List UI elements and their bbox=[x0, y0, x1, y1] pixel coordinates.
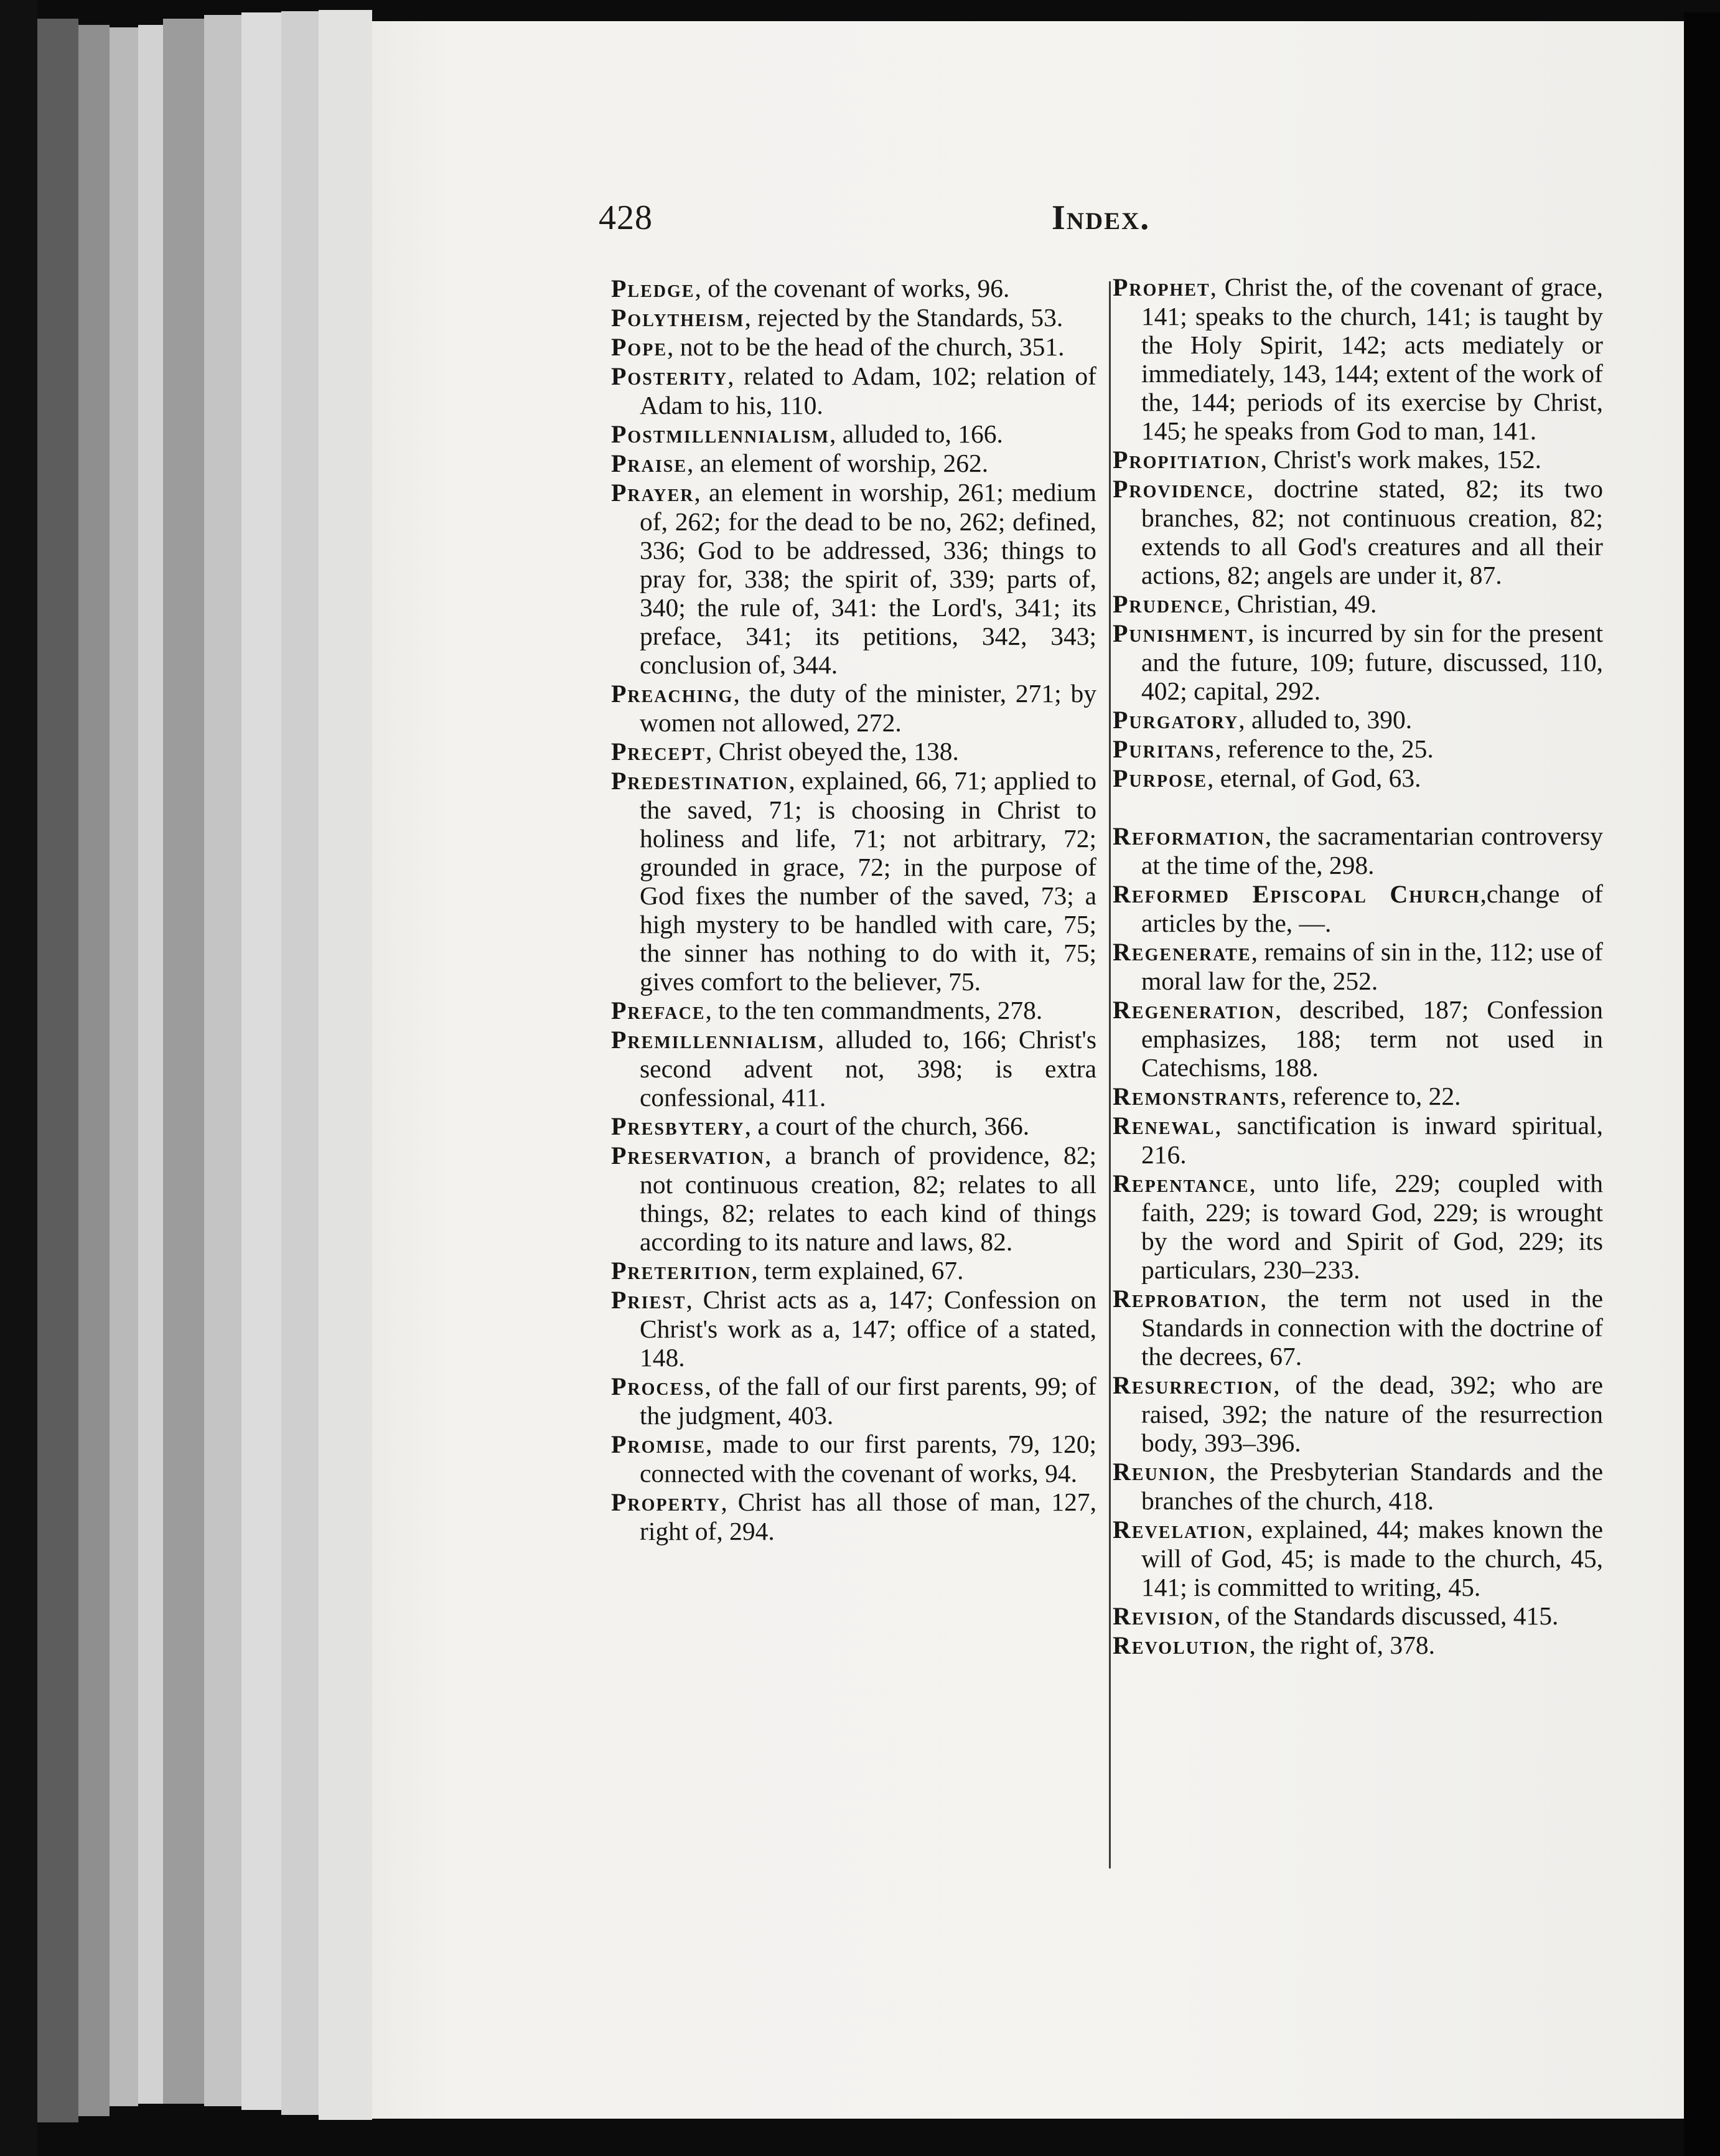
index-entry bbox=[1113, 734, 1603, 764]
index-entry-text: , the duty of the minister, 271; by women not allowed, 272. bbox=[640, 679, 1096, 737]
index-entry-text: , Christ obeyed the, 138. bbox=[706, 737, 959, 766]
index-entry bbox=[611, 1285, 1096, 1372]
index-entry-text: , remains of sin in the, 112; use of moral law for the, 252. bbox=[1141, 937, 1603, 995]
index-entry-text: , explained, 44; makes known the will of God, 45; is made to the church, 45, 141; is committed to writing, 45. bbox=[1141, 1515, 1603, 1601]
index-entry-heading: Regeneration bbox=[1113, 996, 1275, 1024]
index-entry-heading: Purgatory bbox=[1113, 706, 1239, 734]
index-entry-text: , alluded to, 390. bbox=[1238, 705, 1413, 734]
index-entry-text: , alluded to, 166. bbox=[829, 419, 1003, 448]
index-entry-heading: Priest bbox=[611, 1286, 686, 1314]
index-entry-text: , related to Adam, 102; relation of Adam to his, 110. bbox=[640, 362, 1096, 419]
section-gap bbox=[1113, 793, 1603, 822]
index-entry bbox=[1113, 1284, 1603, 1371]
index-entry-heading: Preterition bbox=[611, 1257, 752, 1285]
index-entry bbox=[1113, 1111, 1603, 1169]
index-entry-text: , is incurred by sin for the present and the future, 109; future, discussed, 110, 402; capital, 292. bbox=[1141, 619, 1603, 705]
index-entry bbox=[1113, 1371, 1603, 1457]
index-entry bbox=[611, 274, 1096, 303]
index-entry-heading: Prophet bbox=[1113, 273, 1210, 301]
index-entry bbox=[1113, 619, 1603, 705]
index-entry bbox=[1113, 879, 1603, 937]
index-entry-heading: Prayer bbox=[611, 479, 694, 507]
index-entry-heading: Punishment bbox=[1113, 619, 1248, 647]
index-entry bbox=[1113, 995, 1603, 1082]
index-entry-heading: Process bbox=[611, 1372, 705, 1400]
index-entry-text: , an element of worship, 262. bbox=[687, 449, 989, 477]
index-entry-text: , Christ has all those of man, 127, right of, 294. bbox=[640, 1488, 1096, 1545]
index-entry bbox=[1113, 273, 1603, 445]
index-entry-heading: Predestination bbox=[611, 767, 789, 795]
page-title: Index. bbox=[1052, 199, 1151, 237]
index-entry-heading: Property bbox=[611, 1488, 721, 1516]
column-divider bbox=[1109, 281, 1111, 1868]
index-entry-text: , Christ acts as a, 147; Confession on Christ's work as a, 147; office of a stated, 148. bbox=[640, 1285, 1096, 1372]
index-entry bbox=[611, 1488, 1096, 1545]
index-entry-text: , the Presbyterian Standards and the branches of the church, 418. bbox=[1141, 1457, 1603, 1515]
index-entry bbox=[1113, 474, 1603, 589]
index-entry-text: , of the covenant of works, 96. bbox=[694, 274, 1010, 302]
index-entry-text: , sanctification is inward spiritual, 216. bbox=[1141, 1111, 1603, 1169]
index-entry-text: , explained, 66, 71; applied to the saved, 71; is choosing in Christ to holiness and life, 71; not arbitrary, 72; grounded in grace, 72; in the purpose of God fixes the number of the saved, 73; a high mystery to be handled with care, 75; the sinner has nothing to do with it, 75; gives comfort to the believer, 75. bbox=[640, 766, 1096, 996]
index-entry bbox=[611, 478, 1096, 679]
index-entry bbox=[1113, 1082, 1603, 1111]
index-entry-text: , the term not used in the Standards in connection with the doctrine of the decrees, 67. bbox=[1141, 1284, 1603, 1371]
index-entry bbox=[611, 1025, 1096, 1112]
index-entry-text: , Christ the, of the covenant of grace, 141; speaks to the church, 141; is taught by the Holy Spirit, 142; acts mediately or immediately, 143, 144; extent of the work of the, 144; periods of its exercise by Christ, 145; he speaks from God to man, 141. bbox=[1141, 273, 1603, 445]
index-entry-heading: Premillennialism bbox=[611, 1026, 818, 1054]
index-entry bbox=[1113, 937, 1603, 995]
index-entry-text: , Christian, 49. bbox=[1223, 589, 1377, 618]
index-entry-text: , of the dead, 392; who are raised, 392; the nature of the resurrection body, 393–396. bbox=[1141, 1371, 1603, 1457]
index-entry-heading: Renewal bbox=[1113, 1112, 1215, 1140]
index-entry bbox=[1113, 764, 1603, 793]
index-entry-heading: Resurrection bbox=[1113, 1371, 1274, 1399]
index-entry-text: , not to be the head of the church, 351. bbox=[667, 332, 1065, 361]
index-entry-heading: Polytheism bbox=[611, 304, 745, 332]
index-entry-heading: Precept bbox=[611, 738, 706, 766]
index-entry-text: , a branch of providence, 82; not continuous creation, 82; relates to all things, 82; relates to each kind of things according to its nature and laws, 82. bbox=[640, 1141, 1096, 1256]
index-entry-heading: Preservation bbox=[611, 1141, 765, 1169]
index-entry bbox=[611, 737, 1096, 766]
index-entry bbox=[1113, 822, 1603, 879]
index-entry bbox=[611, 679, 1096, 737]
index-entry-text: , to the ten commandments, 278. bbox=[705, 996, 1043, 1024]
index-entry-heading: Reunion bbox=[1113, 1458, 1209, 1486]
index-entry-heading: Prudence bbox=[1113, 590, 1224, 618]
index-entry-heading: Preface bbox=[611, 996, 706, 1024]
index-entry bbox=[611, 1430, 1096, 1488]
index-entry-heading: Reprobation bbox=[1113, 1285, 1261, 1313]
index-entry-text: , described, 187; Confession emphasizes, 188; term not used in Catechisms, 188. bbox=[1141, 995, 1603, 1082]
index-column-left bbox=[611, 274, 1096, 1545]
index-entry-text: , reference to, 22. bbox=[1280, 1082, 1461, 1110]
index-entry-heading: Purpose bbox=[1113, 764, 1208, 792]
index-entry bbox=[1113, 445, 1603, 474]
index-entry bbox=[1113, 589, 1603, 619]
index-entry-heading: Propitiation bbox=[1113, 446, 1261, 474]
index-entry bbox=[611, 303, 1096, 332]
index-entry bbox=[1113, 1457, 1603, 1515]
index-entry bbox=[611, 332, 1096, 362]
index-entry-heading: Presbytery bbox=[611, 1112, 745, 1140]
index-entry-text: , doctrine stated, 82; its two branches, 82; not continuous creation, 82; extends to all God's creatures and all their actions, 82; angels are under it, 87. bbox=[1141, 474, 1603, 589]
index-entry-text: , term explained, 67. bbox=[751, 1256, 964, 1285]
index-entry-heading: Repentance bbox=[1113, 1169, 1250, 1198]
index-entry bbox=[611, 419, 1096, 449]
index-entry-text: , alluded to, 166; Christ's second advent not, 398; is extra confessional, 411. bbox=[640, 1025, 1096, 1112]
index-entry-heading: Revelation bbox=[1113, 1516, 1246, 1544]
index-entry bbox=[1113, 1631, 1603, 1660]
index-entry-heading: Regenerate bbox=[1113, 938, 1251, 966]
index-entry bbox=[1113, 705, 1603, 734]
index-entry bbox=[611, 1112, 1096, 1141]
page-shadow bbox=[1684, 12, 1720, 2156]
index-entry-text: , reference to the, 25. bbox=[1215, 734, 1434, 763]
index-entry-text: , an element in worship, 261; medium of, 262; for the dead to be no, 262; defined, 336; God to be addressed, 336; things to pray for, 338; the spirit of, 339; parts of, 340; the rule of, 341: the Lord's, 341; its preface, 341; its petitions, 342, 343; conclusion of, 344. bbox=[640, 478, 1096, 679]
index-entry bbox=[1113, 1515, 1603, 1601]
index-entry-heading: Pope bbox=[611, 333, 667, 361]
index-entry bbox=[611, 1256, 1096, 1285]
page-number: 428 bbox=[599, 199, 653, 237]
index-entry-heading: Promise bbox=[611, 1430, 706, 1458]
index-entry bbox=[611, 449, 1096, 478]
index-entry bbox=[611, 766, 1096, 996]
index-entry-text: , unto life, 229; coupled with faith, 229; is toward God, 229; is wrought by the word and Spirit of God, 229; its particulars, 230–233. bbox=[1141, 1169, 1603, 1284]
index-entry-heading: Preaching bbox=[611, 680, 734, 708]
index-entry-text: , made to our first parents, 79, 120; connected with the covenant of works, 94. bbox=[640, 1430, 1096, 1488]
index-entry-text: , the right of, 378. bbox=[1249, 1631, 1436, 1659]
index-entry-text: , a court of the church, 366. bbox=[744, 1112, 1030, 1140]
index-entry-heading: Revolution bbox=[1113, 1631, 1250, 1659]
index-entry-text: ,change of articles by the, —. bbox=[1141, 879, 1603, 937]
index-entry-heading: Pledge bbox=[611, 274, 695, 302]
index-entry-heading: Posterity bbox=[611, 362, 728, 390]
index-entry-text: , Christ's work makes, 152. bbox=[1260, 445, 1542, 474]
index-entry-heading: Providence bbox=[1113, 475, 1247, 503]
index-entry-heading: Remonstrants bbox=[1113, 1082, 1281, 1110]
index-entry-heading: Puritans bbox=[1113, 735, 1215, 763]
index-entry-heading: Postmillennialism bbox=[611, 420, 830, 448]
index-entry bbox=[611, 1141, 1096, 1256]
index-column-right bbox=[1113, 273, 1603, 1660]
index-entry bbox=[611, 362, 1096, 419]
index-entry-text: , the sacramentarian controversy at the time of the, 298. bbox=[1141, 822, 1603, 879]
index-entry-text: , of the Standards discussed, 415. bbox=[1214, 1601, 1559, 1630]
index-entry-text: , rejected by the Standards, 53. bbox=[744, 303, 1063, 332]
index-entry bbox=[1113, 1169, 1603, 1284]
index-entry-heading: Praise bbox=[611, 449, 688, 477]
index-entry-heading: Revision bbox=[1113, 1602, 1215, 1630]
index-entry-text: , of the fall of our first parents, 99; of the judgment, 403. bbox=[640, 1372, 1096, 1430]
index-entry bbox=[1113, 1601, 1603, 1631]
index-entry-heading: Reformation bbox=[1113, 822, 1265, 850]
index-entry bbox=[611, 996, 1096, 1025]
index-entry-text: , eternal, of God, 63. bbox=[1207, 764, 1421, 792]
index-entry-heading: Reformed Episcopal Church bbox=[1113, 880, 1480, 908]
index-entry bbox=[611, 1372, 1096, 1430]
